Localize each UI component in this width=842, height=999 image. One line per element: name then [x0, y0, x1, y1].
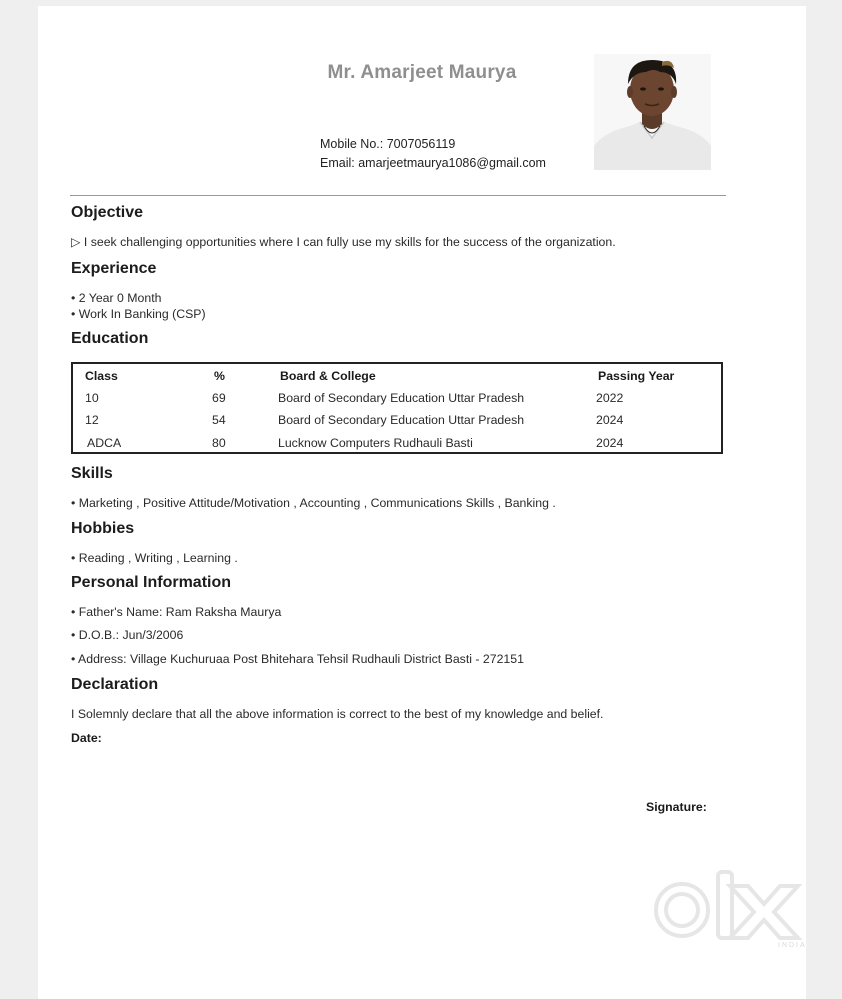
personal-info-item: • Father's Name: Ram Raksha Maurya [71, 605, 282, 619]
table-cell: 69 [212, 391, 226, 405]
objective-text: ▷ I seek challenging opportunities where I can fully use my skills for the success of the organization. [71, 235, 616, 249]
skills-text: • Marketing , Positive Attitude/Motivation , Accounting , Communications Skills , Banking . [71, 496, 556, 510]
declaration-heading: Declaration [71, 676, 159, 693]
experience-item: • Work In Banking (CSP) [71, 307, 206, 321]
header-divider [70, 195, 726, 196]
table-cell: 80 [212, 436, 226, 450]
candidate-name: Mr. Amarjeet Maurya [327, 62, 517, 83]
signature-label: Signature: [646, 800, 707, 814]
experience-heading: Experience [71, 260, 157, 277]
experience-item: • 2 Year 0 Month [71, 291, 162, 305]
table-cell: 10 [85, 391, 99, 405]
table-cell: 12 [85, 413, 99, 427]
table-cell: Board of Secondary Education Uttar Pradesh [278, 391, 525, 405]
profile-photo [594, 54, 711, 170]
email-address: Email: amarjeetmaurya1086@gmail.com [320, 156, 546, 170]
table-cell: 54 [212, 413, 226, 427]
table-cell: 2024 [596, 436, 624, 450]
date-label: Date: [71, 731, 102, 745]
table-header-class: Class [85, 369, 118, 383]
table-cell: ADCA [87, 436, 122, 450]
table-cell: Board of Secondary Education Uttar Pradesh [278, 413, 525, 427]
table-cell: 2022 [596, 391, 624, 405]
resume-page [38, 6, 806, 999]
skills-heading: Skills [71, 465, 113, 482]
person-photo-icon [594, 54, 711, 170]
hobbies-heading: Hobbies [71, 520, 135, 537]
table-cell: Lucknow Computers Rudhauli Basti [278, 436, 473, 450]
declaration-text: I Solemnly declare that all the above information is correct to the best of my knowledge and belief. [71, 707, 604, 721]
mobile-number: Mobile No.: 7007056119 [320, 137, 456, 151]
contact-block [320, 135, 546, 173]
table-header-year: Passing Year [598, 369, 675, 383]
hobbies-text: • Reading , Writing , Learning . [71, 551, 238, 565]
table-cell: 2024 [596, 413, 624, 427]
personal-info-item: • Address: Village Kuchuruaa Post Bhitehara Tehsil Rudhauli District Basti - 272151 [71, 652, 524, 666]
olx-watermark [652, 868, 806, 958]
education-table [71, 362, 723, 454]
objective-heading: Objective [71, 204, 144, 221]
education-heading: Education [71, 330, 149, 347]
watermark-brand [652, 868, 653, 869]
personal-info-item: • D.O.B.: Jun/3/2006 [71, 628, 184, 642]
table-header-percent: % [214, 369, 225, 383]
watermark-sub: INDIA [778, 942, 807, 949]
table-header-board: Board & College [280, 369, 376, 383]
personal-info-heading: Personal Information [71, 574, 232, 591]
